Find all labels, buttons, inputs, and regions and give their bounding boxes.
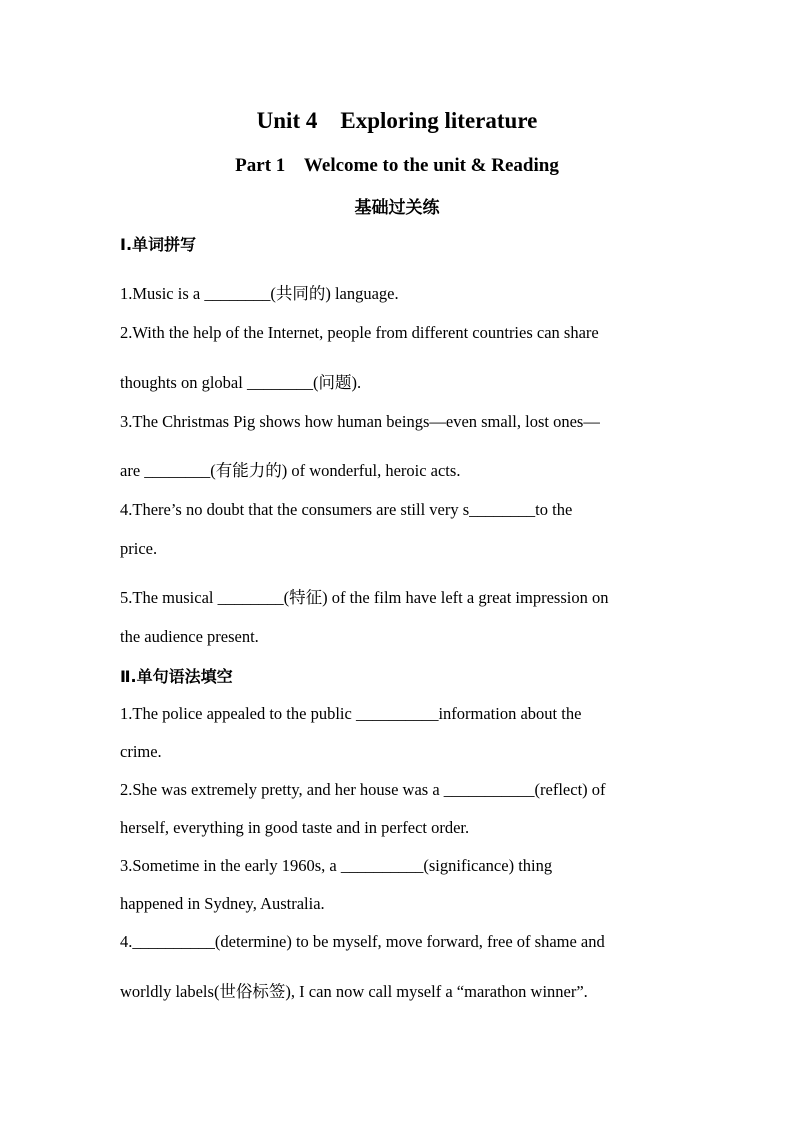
- question-line: 2.She was extremely pretty, and her house was a ___________(reflect) of: [120, 780, 606, 799]
- unit-title: Unit 4 Exploring literature: [256, 108, 538, 133]
- question-line: 2.With the help of the Internet, people from different countries can share: [120, 323, 599, 342]
- question-line: are ________(有能力的) of wonderful, heroic acts.: [120, 461, 461, 480]
- question-line: happened in Sydney, Australia.: [120, 894, 325, 913]
- question-line: 5.The musical ________(特征) of the film have left a great impression on: [120, 588, 609, 607]
- question-line: worldly labels(世俗标签), I can now call myself a “marathon winner”.: [120, 982, 588, 1001]
- question-line: 3.The Christmas Pig shows how human beings—even small, lost ones—: [120, 412, 600, 431]
- question-line: herself, everything in good taste and in perfect order.: [120, 818, 470, 837]
- section-subtitle: 基础过关练: [354, 198, 440, 218]
- question-line: 1.The police appealed to the public __________information about the: [120, 704, 582, 723]
- part-title: Part 1 Welcome to the unit & Reading: [235, 155, 559, 176]
- section-heading-grammar-fill: Ⅱ.单句语法填空: [120, 667, 233, 686]
- question-line: thoughts on global ________(问题).: [120, 373, 362, 392]
- question-line: 4.__________(determine) to be myself, move forward, free of shame and: [120, 932, 605, 951]
- question-line: the audience present.: [120, 627, 259, 646]
- question-line: 1.Music is a ________(共同的) language.: [120, 284, 399, 303]
- section-heading-word-spelling: Ⅰ.单词拼写: [120, 235, 197, 254]
- question-line: crime.: [120, 742, 162, 761]
- question-line: 3.Sometime in the early 1960s, a __________(significance) thing: [120, 856, 553, 875]
- question-line: 4.There’s no doubt that the consumers are still very s________to the: [120, 500, 573, 519]
- question-line: price.: [120, 539, 158, 558]
